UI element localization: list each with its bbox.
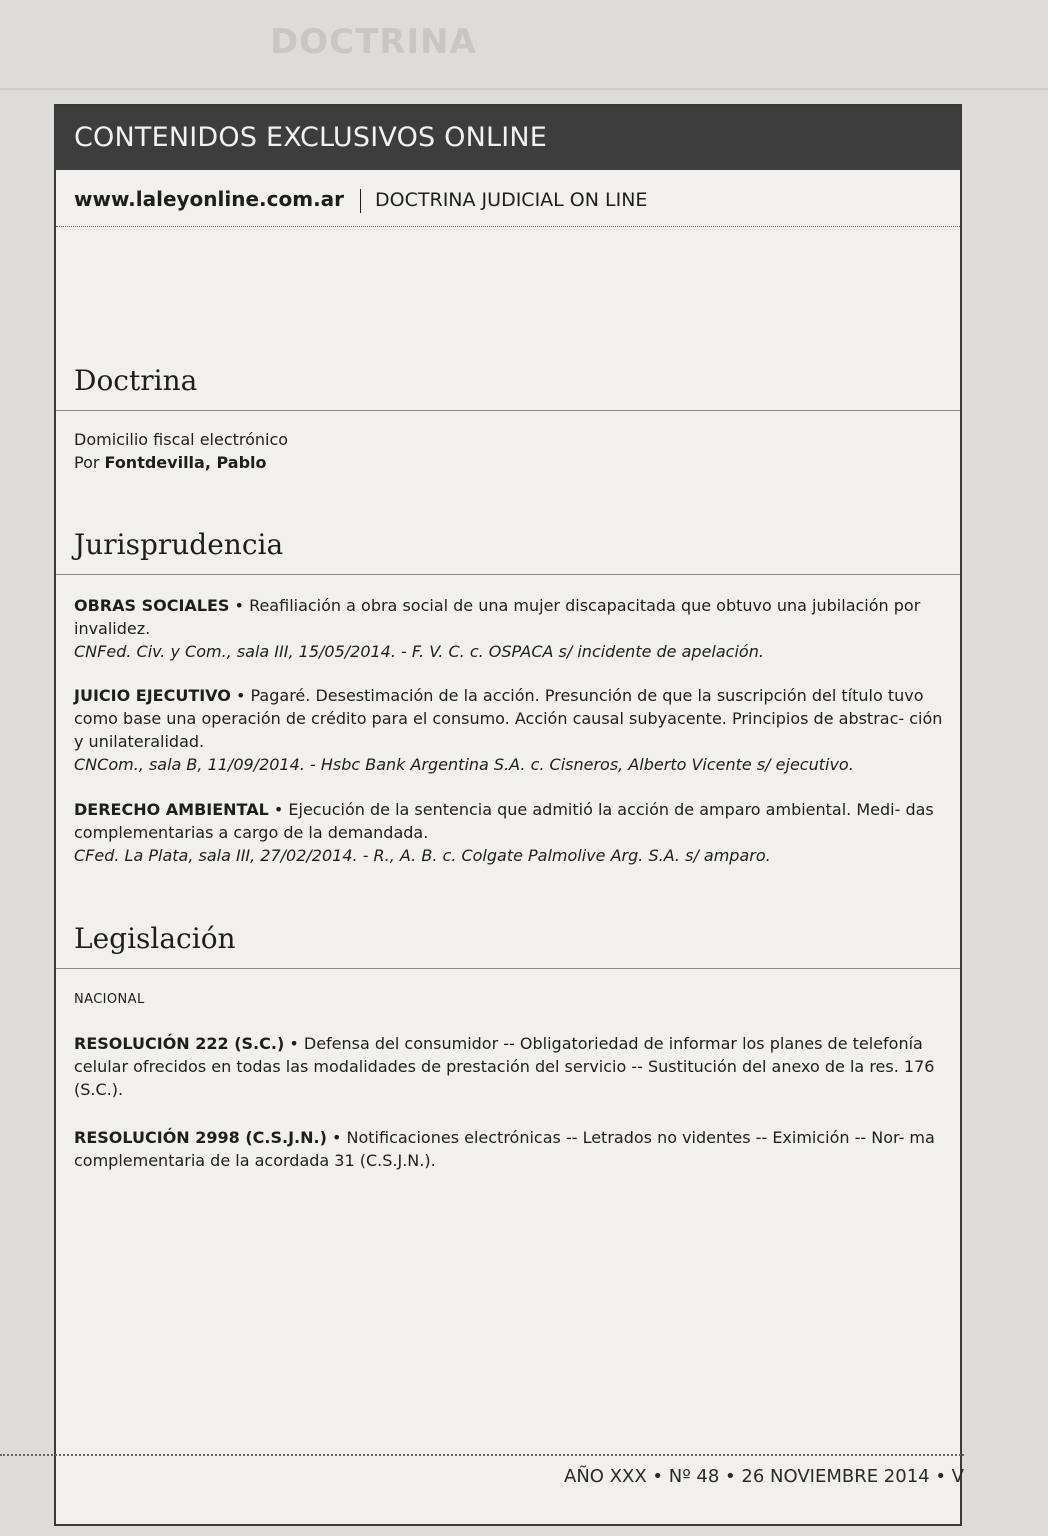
item-topic: OBRAS SOCIALES [74,596,230,615]
item-text: Pagaré. Desestimación de la acción. Presunción de que la suscripción del título tuvo como base una operación de crédito para el consumo. Acción causal subyacente. Principios de abstrac- ción y unilateralidad. [74,686,943,751]
background-rule [0,88,1048,90]
author-prefix: Por [74,453,105,472]
section-heading-legislacion: Legislación [74,922,236,955]
section-rule [56,574,960,575]
item-citation: CNCom., sala B, 11/09/2014. - Hsbc Bank Argentina S.A. c. Cisneros, Alberto Vicente s/ ejecutivo. [74,755,854,774]
jurisprudence-item[interactable]: JUICIO EJECUTIVO • Pagaré. Desestimación de la acción. Presunción de que la suscripción del título tuvo como base una operación de crédito para el consumo. Acción causal subyacente. Principios de abstrac- ción y unilateralidad. CNCom., sala B, 11/09/2014. - Hsbc Bank Argentina S.A. c. Cisneros, Alberto Vicente s/ ejecutivo. [74,684,950,776]
url-subtitle: DOCTRINA JUDICIAL ON LINE [375,189,648,211]
section-heading-jurisprudencia: Jurisprudencia [74,528,284,561]
item-topic: RESOLUCIÓN 2998 (C.S.J.N.) [74,1128,327,1147]
item-citation: CFed. La Plata, sala III, 27/02/2014. - R., A. B. c. Colgate Palmolive Arg. S.A. s/ amparo. [74,846,771,865]
section-heading-doctrina: Doctrina [74,364,198,397]
item-topic: JUICIO EJECUTIVO [74,686,231,705]
doctrina-article [74,428,950,474]
item-text: Defensa del consumidor -- Obligatoriedad de informar los planes de telefonía celular ofrecidos en todas las modalidades de prestación del servicio -- Sustitución del anexo de la res. 176 (S.C.). [74,1034,935,1099]
online-content-box [54,104,962,1526]
item-text: Notificaciones electrónicas -- Letrados no videntes -- Eximición -- Nor- ma complementaria de la acordada 31 (C.S.J.N.). [74,1128,935,1170]
item-citation: CNFed. Civ. y Com., sala III, 15/05/2014. - F. V. C. c. OSPACA s/ incidente de apelación. [74,642,764,661]
background-section-header: DOCTRINA [270,22,477,62]
article-author: Fontdevilla, Pablo [104,453,267,472]
separator [360,189,361,213]
dotted-divider [56,226,960,227]
legislation-item[interactable]: RESOLUCIÓN 222 (S.C.) • Defensa del consumidor -- Obligatoriedad de informar los planes de telefonía celular ofrecidos en todas las modalidades de prestación del servicio -- Sustitución del anexo de la res. 176 (S.C.). [74,1034,935,1099]
item-text: Reafiliación a obra social de una mujer discapacitada que obtuvo una jubilación por invalidez. [74,596,921,638]
article-author-line [74,451,950,474]
page-footer: AÑO XXX • Nº 48 • 26 NOVIEMBRE 2014 • V [564,1466,964,1487]
article-title[interactable]: Domicilio fiscal electrónico [74,430,289,449]
site-url-link[interactable]: www.laleyonline.com.ar [74,187,345,211]
item-topic: RESOLUCIÓN 222 (S.C.) [74,1034,285,1053]
legislation-scope: NACIONAL [74,992,145,1007]
jurisprudence-item[interactable]: DERECHO AMBIENTAL • Ejecución de la sentencia que admitió la acción de amparo ambiental. Medi- das complementarias a cargo de la demandada. CFed. La Plata, sala III, 27/02/2014. - R., A. B. c. Colgate Palmolive Arg. S.A. s/ amparo. [74,798,950,867]
jurisprudence-item[interactable]: OBRAS SOCIALES • Reafiliación a obra social de una mujer discapacitada que obtuvo una jubilación por invalidez. CNFed. Civ. y Com., sala III, 15/05/2014. - F. V. C. c. OSPACA s/ incidente de apelación. [74,594,950,663]
legislation-item[interactable]: RESOLUCIÓN 2998 (C.S.J.N.) • Notificaciones electrónicas -- Letrados no videntes -- Eximición -- Nor- ma complementaria de la acordada 31 (C.S.J.N.). [74,1128,935,1170]
section-rule [56,968,960,969]
section-rule [56,410,960,411]
url-row [74,184,954,214]
item-topic: DERECHO AMBIENTAL [74,800,269,819]
footer-dotted-rule [0,1454,964,1456]
banner-title: CONTENIDOS EXCLUSIVOS ONLINE [56,106,960,170]
item-text: Ejecución de la sentencia que admitió la acción de amparo ambiental. Medi- das complementarias a cargo de la demandada. [74,800,934,842]
